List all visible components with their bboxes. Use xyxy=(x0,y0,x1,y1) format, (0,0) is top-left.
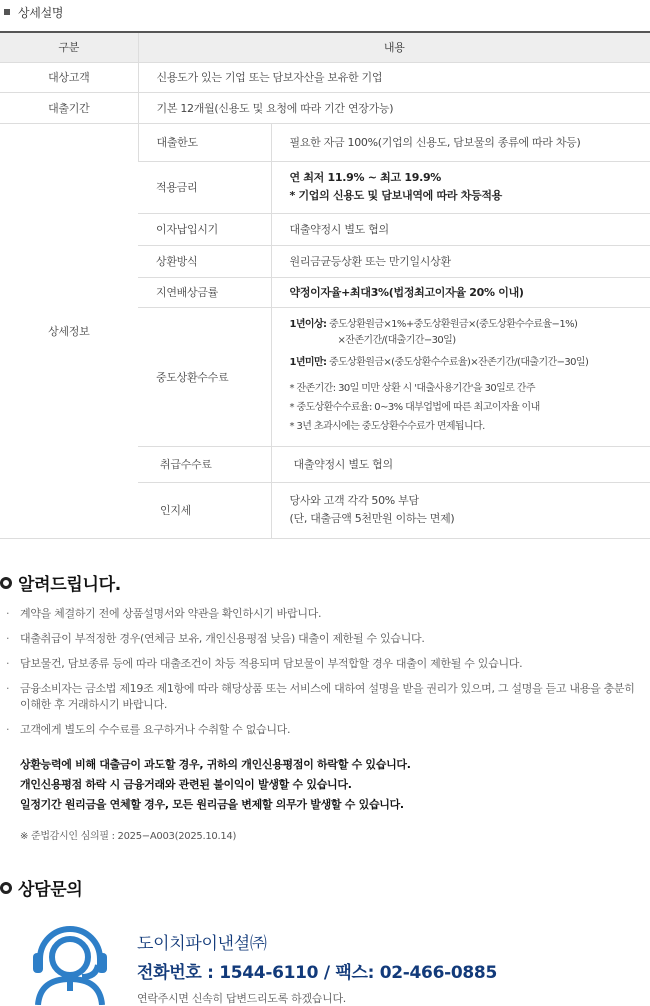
row-value-limit: 필요한 자금 100%(기업의 신용도, 담보물의 종류에 따라 차등) xyxy=(271,123,650,161)
table-row xyxy=(0,92,650,123)
list-item: · 대출취급이 부적정한 경우(연체금 보유, 개인신용평점 낮음) 대출이 제한될 수 있습니다. xyxy=(6,631,646,647)
row-label-handling: 취급수수료 xyxy=(138,446,271,482)
notice-list xyxy=(6,606,646,747)
section-title: 상세설명 xyxy=(18,4,63,21)
list-item: · 고객에게 별도의 수수료를 요구하거나 수취할 수 없습니다. xyxy=(6,722,646,738)
company-name: 도이치파이낸셜㈜ xyxy=(137,929,267,954)
header-content: 내용 xyxy=(138,32,650,62)
contact-heading xyxy=(0,875,83,900)
row-label-rate: 적용금리 xyxy=(138,161,271,213)
early-note-2: * 중도상환수수료율: 0~3% 대부업법에 따른 최고이자율 이내 xyxy=(290,398,650,417)
row-value-handling: 대출약정시 별도 협의 xyxy=(271,446,650,482)
ring-bullet-icon xyxy=(0,577,12,589)
phone-fax: 전화번호 : 1544-6110 / 팩스: 02-466-0885 xyxy=(137,958,497,983)
stamp-line-2: (단, 대출금액 5천만원 이하는 면제) xyxy=(290,510,650,528)
product-detail-table xyxy=(0,31,650,539)
formula-under-1y: 1년미만: 중도상환원금×(중도상환수수료율)×잔존기간/(대출기간−30일) xyxy=(290,355,650,371)
contact-block xyxy=(30,915,630,1005)
row-label-stamp: 인지세 xyxy=(138,482,271,538)
table-row xyxy=(0,62,650,92)
row-value-target: 신용도가 있는 기업 또는 담보자산을 보유한 기업 xyxy=(138,62,650,92)
warning-line: 개인신용평점 하락 시 금융거래와 관련된 불이익이 발생할 수 있습니다. xyxy=(20,775,640,795)
warning-line: 상환능력에 비해 대출금이 과도할 경우, 귀하의 개인신용평점이 하락할 수 있습니다. xyxy=(20,755,640,775)
row-label-target: 대상고객 xyxy=(0,62,138,92)
table-row xyxy=(0,123,650,161)
early-note-1: * 잔존기간: 30일 미만 상환 시 '대출사용기간'을 30일로 간주 xyxy=(290,379,650,398)
notice-heading xyxy=(0,570,121,595)
contact-message: 연락주시면 신속히 답변드리도록 하겠습니다. xyxy=(137,990,346,1006)
row-value-late: 약정이자율+최대3%(법정최고이자율 20% 이내) xyxy=(271,277,650,307)
row-value-rate xyxy=(271,161,650,213)
row-label-interest: 이자납입시기 xyxy=(138,213,271,245)
list-item: · 담보물건, 담보종류 등에 따라 대출조건이 차등 적용되며 담보물이 부적합할 경우 대출이 제한될 수 있습니다. xyxy=(6,656,646,672)
warning-block xyxy=(20,755,640,815)
row-value-stamp xyxy=(271,482,650,538)
row-value-period: 기본 12개월(신용도 및 요청에 따라 기간 연장가능) xyxy=(138,92,650,123)
row-value-interest: 대출약정시 별도 협의 xyxy=(271,213,650,245)
rate-range: 연 최저 11.9% ~ 최고 19.9% xyxy=(290,169,650,187)
formula-over-1y-cont: ×잔존기간/(대출기간−30일) xyxy=(290,333,650,349)
row-label-early: 중도상환수수료 xyxy=(138,307,271,446)
row-label-period: 대출기간 xyxy=(0,92,138,123)
row-label-detail: 상세정보 xyxy=(0,123,138,538)
row-value-early xyxy=(271,307,650,446)
row-label-limit: 대출한도 xyxy=(138,123,271,161)
ring-bullet-icon xyxy=(0,882,12,894)
row-label-repay: 상환방식 xyxy=(138,245,271,277)
table-header-row xyxy=(0,32,650,62)
compliance-review-note: ※ 준법감시인 심의필 : 2025−A003(2025.10.14) xyxy=(20,827,236,842)
contact-title: 상담문의 xyxy=(18,875,83,900)
square-bullet-icon xyxy=(4,9,10,15)
row-value-repay: 원리금균등상환 또는 만기일시상환 xyxy=(271,245,650,277)
section-header xyxy=(0,0,650,24)
formula-over-1y: 1년이상: 중도상환원금×1%+중도상환원금×(중도상환수수료율−1%) xyxy=(290,317,650,333)
headset-support-icon xyxy=(30,915,110,1005)
warning-line: 일정기간 원리금을 연체할 경우, 모든 원리금을 변제할 의무가 발생할 수 있습니다. xyxy=(20,795,640,815)
list-item: · 금융소비자는 금소법 제19조 제1항에 따라 해당상품 또는 서비스에 대하여 설명을 받을 권리가 있으며, 그 설명을 듣고 내용을 충분히 이해한 후 거래하시기 바랍니다. xyxy=(6,681,646,713)
stamp-line-1: 당사와 고객 각각 50% 부담 xyxy=(290,492,650,510)
header-category: 구분 xyxy=(0,32,138,62)
row-label-late: 지연배상금률 xyxy=(138,277,271,307)
list-item: · 계약을 체결하기 전에 상품설명서와 약관을 확인하시기 바랍니다. xyxy=(6,606,646,622)
rate-note: * 기업의 신용도 및 담보내역에 따라 차등적용 xyxy=(290,187,650,205)
notice-title: 알려드립니다. xyxy=(18,570,121,595)
early-note-3: * 3년 초과시에는 중도상환수수료가 면제됩니다. xyxy=(290,417,650,436)
